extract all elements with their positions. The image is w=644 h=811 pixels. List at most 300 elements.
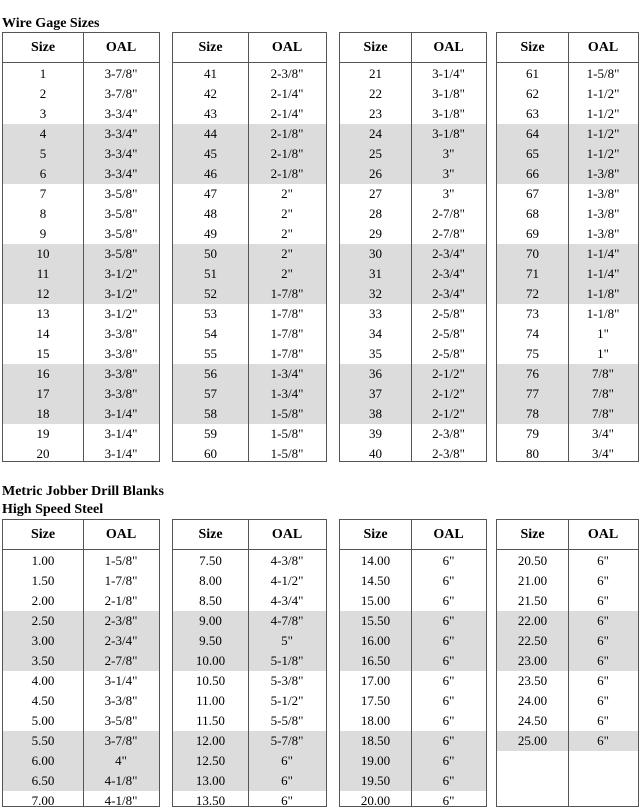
oal-cell: 2-1/2" — [432, 386, 465, 401]
table-row — [3, 571, 159, 591]
oal-cell: 3/4" — [592, 446, 614, 461]
size-cell: 50 — [204, 246, 217, 261]
table-row — [340, 204, 486, 224]
wire-table-3 — [339, 32, 487, 462]
size-cell: 64 — [526, 126, 539, 141]
size-cell: 37 — [369, 386, 382, 401]
oal-cell: 1-1/8" — [586, 286, 620, 301]
oal-cell: 7/8" — [592, 406, 614, 421]
oal-cell: 1-3/8" — [586, 206, 620, 221]
table-row — [3, 424, 159, 444]
table-row — [3, 184, 159, 204]
table-row — [3, 611, 159, 631]
table-row — [340, 444, 486, 464]
oal-cell: 1" — [597, 326, 609, 341]
header-oal: OAL — [271, 39, 303, 55]
size-cell: 60 — [204, 446, 217, 461]
table-row — [173, 264, 326, 284]
oal-cell: 3-3/4" — [104, 126, 138, 141]
oal-cell: 1-5/8" — [104, 553, 138, 568]
oal-cell: 2-3/4" — [432, 286, 465, 301]
size-cell: 48 — [204, 206, 217, 221]
oal-cell: 1-1/4" — [586, 266, 620, 281]
table-row — [340, 591, 486, 611]
oal-cell: 3-3/4" — [104, 146, 138, 161]
table-header — [340, 520, 486, 550]
table-row — [173, 551, 326, 571]
table-row — [3, 671, 159, 691]
table-row — [3, 244, 159, 264]
table-row — [3, 651, 159, 671]
oal-cell: 1-3/8" — [586, 226, 620, 241]
size-cell: 29 — [369, 226, 382, 241]
size-cell: 4.00 — [31, 673, 55, 688]
header-size: Size — [30, 526, 56, 542]
size-cell: 6 — [39, 166, 47, 181]
header-size: Size — [198, 39, 223, 55]
oal-cell: 3-1/8" — [432, 106, 465, 121]
oal-cell: 3-5/8" — [104, 186, 138, 201]
table-row — [340, 64, 486, 84]
wire-gage-title: Wire Gage Sizes — [2, 16, 100, 31]
size-cell: 25 — [369, 146, 382, 161]
metric-table-1 — [2, 519, 160, 807]
table-row — [340, 324, 486, 344]
column-divider — [568, 33, 569, 461]
header-oal: OAL — [105, 526, 137, 542]
oal-cell: 1-5/8" — [270, 406, 304, 421]
table-row — [3, 324, 159, 344]
size-cell: 15 — [36, 346, 50, 361]
table-row — [173, 184, 326, 204]
oal-cell: 2-5/8" — [432, 326, 465, 341]
table-row — [173, 164, 326, 184]
size-cell: 73 — [526, 306, 539, 321]
size-cell: 58 — [204, 406, 217, 421]
size-cell: 74 — [526, 326, 539, 341]
table-row — [3, 791, 159, 811]
table-row — [3, 751, 159, 771]
oal-cell: 6" — [442, 733, 455, 748]
oal-cell: 2-1/8" — [270, 166, 304, 181]
oal-cell: 1" — [597, 346, 609, 361]
table-row — [173, 204, 326, 224]
table-row — [173, 224, 326, 244]
size-cell: 19.00 — [360, 753, 391, 768]
oal-cell: 6" — [442, 753, 455, 768]
size-cell: 22 — [369, 86, 382, 101]
oal-cell: 5-1/8" — [270, 653, 304, 668]
table-row — [173, 751, 326, 771]
oal-cell: 6" — [597, 653, 609, 668]
table-row — [340, 671, 486, 691]
table-row — [340, 164, 486, 184]
column-divider — [248, 520, 249, 806]
oal-cell: 6" — [281, 773, 293, 788]
table-row — [173, 571, 326, 591]
size-cell: 46 — [204, 166, 217, 181]
table-row — [340, 264, 486, 284]
size-cell: 61 — [526, 66, 539, 81]
size-cell: 23 — [369, 106, 382, 121]
table-row — [173, 344, 326, 364]
size-cell: 77 — [526, 386, 539, 401]
oal-cell: 1-1/4" — [586, 246, 620, 261]
size-cell: 31 — [369, 266, 382, 281]
size-cell: 34 — [369, 326, 382, 341]
size-cell: 1.50 — [31, 573, 55, 588]
size-cell: 11.50 — [196, 713, 225, 728]
oal-cell: 3-3/4" — [104, 166, 138, 181]
size-cell: 62 — [526, 86, 539, 101]
size-cell: 5.00 — [31, 713, 55, 728]
table-header — [173, 520, 326, 550]
header-oal: OAL — [433, 526, 464, 542]
size-cell: 1 — [39, 66, 47, 81]
size-cell: 10.50 — [195, 673, 226, 688]
oal-cell: 3-3/8" — [104, 326, 138, 341]
oal-cell: 3-1/2" — [104, 306, 138, 321]
table-row — [340, 611, 486, 631]
oal-cell: 1-1/2" — [586, 106, 620, 121]
table-row — [3, 284, 159, 304]
column-divider — [568, 520, 569, 806]
size-cell: 66 — [526, 166, 539, 181]
oal-cell: 1-3/8" — [586, 186, 620, 201]
header-size: Size — [363, 526, 388, 542]
size-cell: 20 — [36, 446, 50, 461]
size-cell: 24.50 — [517, 713, 548, 728]
table-row — [3, 304, 159, 324]
table-row — [3, 631, 159, 651]
header-size: Size — [520, 526, 545, 542]
oal-cell: 6" — [281, 753, 293, 768]
table-header — [3, 33, 159, 63]
oal-cell: 6" — [597, 553, 609, 568]
wire-table-2 — [172, 32, 327, 462]
oal-cell: 2-3/8" — [432, 446, 465, 461]
table-row — [3, 731, 159, 751]
oal-cell: 1-5/8" — [270, 426, 304, 441]
table-row — [173, 651, 326, 671]
oal-cell: 3-1/4" — [104, 426, 138, 441]
table-row — [173, 84, 326, 104]
column-divider — [248, 33, 249, 461]
oal-cell: 1-7/8" — [270, 306, 304, 321]
size-cell: 56 — [204, 366, 217, 381]
table-row — [173, 404, 326, 424]
oal-cell: 3-5/8" — [104, 713, 138, 728]
size-cell: 13.00 — [195, 773, 226, 788]
table-row — [340, 651, 486, 671]
table-row — [3, 164, 159, 184]
oal-cell: 6" — [281, 793, 293, 808]
oal-cell: 1-3/8" — [586, 166, 620, 181]
oal-cell: 1-7/8" — [104, 573, 138, 588]
size-cell: 14 — [36, 326, 50, 341]
oal-cell: 2" — [281, 186, 293, 201]
oal-cell: 2-3/8" — [270, 66, 304, 81]
oal-cell: 3" — [442, 186, 455, 201]
size-cell: 72 — [526, 286, 539, 301]
size-cell: 3 — [39, 106, 47, 121]
oal-cell: 6" — [442, 573, 455, 588]
table-row — [3, 404, 159, 424]
oal-cell: 3-7/8" — [104, 86, 138, 101]
oal-cell: 3-1/8" — [432, 86, 465, 101]
table-row — [340, 124, 486, 144]
size-cell: 8 — [39, 206, 47, 221]
oal-cell: 4" — [115, 753, 127, 768]
column-divider — [411, 520, 412, 806]
oal-cell: 6" — [597, 673, 609, 688]
table-row — [3, 264, 159, 284]
size-cell: 18.50 — [360, 733, 391, 748]
size-cell: 32 — [369, 286, 382, 301]
table-row — [3, 124, 159, 144]
size-cell: 3.00 — [31, 633, 55, 648]
oal-cell: 3-1/4" — [104, 406, 138, 421]
column-divider — [411, 33, 412, 461]
oal-cell: 3-5/8" — [104, 246, 138, 261]
table-row — [340, 631, 486, 651]
wire-table-1 — [2, 32, 160, 462]
oal-cell: 3-3/8" — [104, 346, 138, 361]
table-row — [340, 731, 486, 751]
size-cell: 11.00 — [196, 693, 225, 708]
oal-cell: 1-7/8" — [270, 326, 304, 341]
size-cell: 14.50 — [360, 573, 391, 588]
table-row — [3, 691, 159, 711]
size-cell: 42 — [204, 86, 217, 101]
table-row — [340, 751, 486, 771]
size-cell: 21.50 — [517, 593, 548, 608]
oal-cell: 6" — [597, 613, 609, 628]
size-cell: 19 — [36, 426, 50, 441]
size-cell: 21.00 — [517, 573, 548, 588]
size-cell: 10.00 — [195, 653, 226, 668]
size-cell: 26 — [369, 166, 382, 181]
table-row — [3, 444, 159, 464]
table-header — [173, 33, 326, 63]
size-cell: 28 — [369, 206, 382, 221]
table-row — [340, 424, 486, 444]
table-row — [340, 551, 486, 571]
table-row — [340, 144, 486, 164]
table-row — [340, 104, 486, 124]
size-cell: 9.50 — [199, 633, 222, 648]
size-cell: 16.50 — [360, 653, 391, 668]
table-row — [3, 344, 159, 364]
size-cell: 52 — [204, 286, 217, 301]
size-cell: 25.00 — [517, 733, 548, 748]
oal-cell: 4-1/2" — [270, 573, 304, 588]
oal-cell: 6" — [442, 633, 455, 648]
oal-cell: 2" — [281, 206, 293, 221]
oal-cell: 2-7/8" — [432, 226, 465, 241]
oal-cell: 3-1/4" — [104, 673, 138, 688]
size-cell: 15.00 — [360, 593, 391, 608]
table-row — [173, 791, 326, 811]
oal-cell: 2-5/8" — [432, 306, 465, 321]
oal-cell: 1-3/4" — [270, 386, 304, 401]
oal-cell: 5-3/8" — [270, 673, 304, 688]
oal-cell: 6" — [597, 593, 609, 608]
oal-cell: 2-1/8" — [270, 126, 304, 141]
size-cell: 3.50 — [31, 653, 55, 668]
size-cell: 79 — [526, 426, 539, 441]
size-cell: 80 — [526, 446, 539, 461]
size-cell: 71 — [526, 266, 539, 281]
size-cell: 68 — [526, 206, 539, 221]
size-cell: 15.50 — [360, 613, 391, 628]
size-cell: 7 — [39, 186, 47, 201]
oal-cell: 6" — [442, 613, 455, 628]
oal-cell: 4-3/4" — [270, 593, 304, 608]
table-row — [340, 771, 486, 791]
size-cell: 12.50 — [195, 753, 226, 768]
oal-cell: 2" — [281, 226, 293, 241]
size-cell: 23.00 — [517, 653, 548, 668]
table-row — [340, 364, 486, 384]
size-cell: 75 — [526, 346, 539, 361]
size-cell: 43 — [204, 106, 217, 121]
size-cell: 18 — [36, 406, 50, 421]
size-cell: 51 — [204, 266, 217, 281]
size-cell: 17.50 — [360, 693, 391, 708]
size-cell: 41 — [204, 66, 217, 81]
metric-table-3 — [339, 519, 487, 807]
table-row — [173, 731, 326, 751]
size-cell: 27 — [369, 186, 382, 201]
header-size: Size — [198, 526, 223, 542]
table-row — [3, 364, 159, 384]
size-cell: 44 — [204, 126, 217, 141]
table-row — [340, 344, 486, 364]
size-cell: 1.00 — [31, 553, 55, 568]
oal-cell: 5-5/8" — [270, 713, 304, 728]
table-row — [340, 791, 486, 811]
size-cell: 33 — [369, 306, 382, 321]
metric-table-4 — [496, 519, 639, 807]
wire-table-4 — [496, 32, 639, 462]
oal-cell: 2-3/8" — [104, 613, 138, 628]
oal-cell: 4-7/8" — [270, 613, 304, 628]
oal-cell: 1-7/8" — [270, 346, 304, 361]
size-cell: 63 — [526, 106, 539, 121]
size-cell: 54 — [204, 326, 217, 341]
size-cell: 24.00 — [517, 693, 548, 708]
size-cell: 2.50 — [31, 613, 55, 628]
oal-cell: 4-3/8" — [270, 553, 304, 568]
oal-cell: 2-3/4" — [432, 266, 465, 281]
size-cell: 21 — [369, 66, 382, 81]
header-oal: OAL — [433, 39, 464, 55]
size-cell: 7.00 — [31, 793, 55, 808]
size-cell: 45 — [204, 146, 217, 161]
table-row — [3, 224, 159, 244]
size-cell: 12 — [36, 286, 50, 301]
size-cell: 67 — [526, 186, 539, 201]
size-cell: 22.00 — [517, 613, 548, 628]
table-row — [173, 364, 326, 384]
table-row — [3, 204, 159, 224]
table-row — [3, 591, 159, 611]
oal-cell: 6" — [442, 713, 455, 728]
table-row — [173, 244, 326, 264]
table-row — [3, 64, 159, 84]
table-row — [173, 611, 326, 631]
size-cell: 30 — [369, 246, 382, 261]
table-row — [173, 124, 326, 144]
table-row — [173, 104, 326, 124]
size-cell: 5.50 — [31, 733, 55, 748]
table-row — [340, 711, 486, 731]
size-cell: 17 — [36, 386, 50, 401]
oal-cell: 3-1/4" — [432, 66, 465, 81]
oal-cell: 6" — [442, 773, 455, 788]
size-cell: 19.50 — [360, 773, 391, 788]
oal-cell: 5" — [281, 633, 293, 648]
header-oal: OAL — [271, 526, 303, 542]
oal-cell: 2-7/8" — [104, 653, 138, 668]
oal-cell: 3-5/8" — [104, 226, 138, 241]
oal-cell: 1-1/8" — [586, 306, 620, 321]
oal-cell: 1-3/4" — [270, 366, 304, 381]
oal-cell: 3-1/8" — [432, 126, 465, 141]
size-cell: 9.00 — [199, 613, 222, 628]
oal-cell: 6" — [442, 693, 455, 708]
table-row — [340, 84, 486, 104]
table-row — [3, 384, 159, 404]
size-cell: 6.50 — [31, 773, 55, 788]
table-row — [173, 691, 326, 711]
oal-cell: 2-3/4" — [104, 633, 138, 648]
header-oal: OAL — [105, 39, 137, 55]
size-cell: 39 — [369, 426, 382, 441]
oal-cell: 1-1/2" — [586, 86, 620, 101]
oal-cell: 1-1/2" — [586, 146, 620, 161]
oal-cell: 2-1/4" — [270, 106, 304, 121]
oal-cell: 3" — [442, 166, 455, 181]
oal-cell: 6" — [442, 653, 455, 668]
oal-cell: 1-1/2" — [586, 126, 620, 141]
size-cell: 36 — [369, 366, 382, 381]
table-row — [3, 84, 159, 104]
size-cell: 5 — [39, 146, 47, 161]
size-cell: 13.50 — [195, 793, 226, 808]
oal-cell: 6" — [597, 713, 609, 728]
table-row — [173, 384, 326, 404]
oal-cell: 6" — [597, 633, 609, 648]
size-cell: 12.00 — [195, 733, 226, 748]
oal-cell: 2-3/4" — [432, 246, 465, 261]
table-row — [340, 304, 486, 324]
table-row — [340, 284, 486, 304]
size-cell: 65 — [526, 146, 539, 161]
oal-cell: 3-3/8" — [104, 386, 138, 401]
oal-cell: 2-1/2" — [432, 366, 465, 381]
size-cell: 8.00 — [199, 573, 222, 588]
size-cell: 13 — [36, 306, 50, 321]
size-cell: 18.00 — [360, 713, 391, 728]
size-cell: 59 — [204, 426, 217, 441]
table-row — [3, 771, 159, 791]
oal-cell: 6" — [597, 693, 609, 708]
size-cell: 20.00 — [360, 793, 391, 808]
oal-cell: 6" — [597, 573, 609, 588]
oal-cell: 6" — [597, 733, 609, 748]
